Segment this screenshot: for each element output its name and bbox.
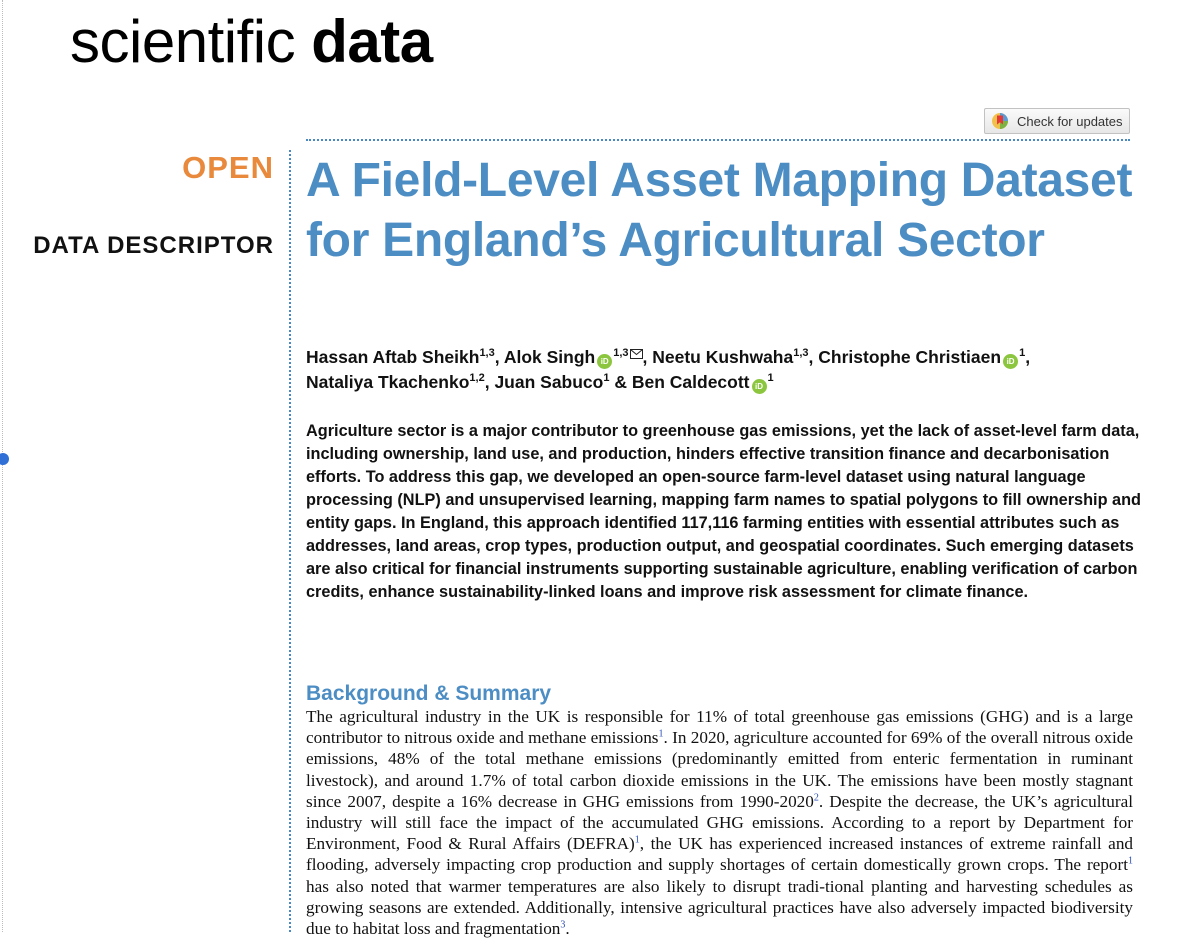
author-affiliation: 1 — [767, 372, 774, 385]
article-title: A Field-Level Asset Mapping Dataset for England’s Agricultural Sector — [306, 154, 1133, 267]
body-text-segment: , the UK has experienced increased instances of extreme rainfall and flooding, adversely impacting crop production and supply shortages of certain domestically grown crops. The report — [306, 834, 1134, 875]
orcid-icon[interactable]: iD — [597, 354, 612, 369]
author-list — [306, 345, 1166, 395]
check-for-updates-label: Check for updates — [1017, 113, 1123, 129]
author-separator: , — [484, 372, 495, 392]
journal-name-bold: data — [311, 8, 433, 75]
author-name[interactable]: Neetu Kushwaha — [652, 347, 794, 367]
header-divider — [306, 139, 1130, 141]
abstract: Agriculture sector is a major contributor to greenhouse gas emissions, yet the lack of asset-level farm data, including ownership, land use, and production, hinders effective transition finance and decarbonisation efforts. To address this gap, we developed an open-source farm-level dataset using natural language processing (NLP) and unsupervised learning, mapping farm names to spatial polygons to fill ownership and entity gaps. In England, this approach identified 117,116 farming entities with essential attributes such as addresses, land areas, crop types, production output, and geospatial coordinates. Such emerging datasets are also critical for financial instruments supporting sustainable agriculture, enabling verification of carbon credits, enhance sustainability-linked loans and improve risk assessment for climate finance. — [306, 422, 1141, 601]
article-type-label: DATA DESCRIPTOR — [33, 232, 274, 259]
crossmark-icon — [991, 112, 1009, 130]
author-affiliation: 1,3 — [479, 347, 495, 360]
author-separator: , — [1025, 347, 1031, 367]
reference-link[interactable]: 2 — [813, 792, 819, 804]
author-separator: , — [808, 347, 819, 367]
journal-name-light: scientific — [70, 8, 296, 75]
section-heading: Background & Summary — [306, 682, 552, 705]
author-separator: , — [494, 347, 504, 367]
reference-link[interactable]: 1 — [658, 728, 664, 740]
orcid-icon[interactable]: iD — [1003, 354, 1018, 369]
journal-logo[interactable] — [70, 4, 433, 80]
email-icon[interactable] — [630, 349, 643, 359]
check-for-updates-button[interactable] — [984, 108, 1130, 134]
body-text-segment: . In 2020, agriculture accounted for 69% of the overall nitrous oxide emissions, 48% of the total methane emissions (predominantly emitted from enteric fermentation in ruminant livestock), and around 1.7% of total carbon dioxide emissions in the UK. The emissions have been mostly stagnant since 2007, despite a 16% decrease in GHG emissions from 1990-2020 — [306, 728, 1133, 811]
author-name[interactable]: Nataliya Tkachenko — [306, 372, 470, 392]
author-name[interactable]: Juan Sabuco — [494, 372, 604, 392]
page-edge — [2, 0, 3, 932]
column-divider — [289, 150, 291, 932]
orcid-icon[interactable]: iD — [752, 379, 767, 394]
body-text-segment: The agricultural industry in the UK is responsible for 11% of total greenhouse gas emissions (GHG) and is a large contributor to nitrous oxide and methane emissions — [306, 707, 1133, 748]
body-text-segment: . Despite the decrease, the UK’s agricultural industry will still face the impact of the accumulated GHG emissions. According to a report by Department for Environment, Food & Rural Affairs (DEFRA) — [306, 791, 1133, 854]
author-name[interactable]: Hassan Aftab Sheikh — [306, 347, 480, 367]
body-text-segment: . — [565, 919, 570, 939]
author-affiliation: 1,2 — [469, 372, 485, 385]
reference-link[interactable]: 1 — [1128, 855, 1133, 867]
author-separator: , — [642, 347, 653, 367]
author-affiliation: 1,3 — [793, 347, 809, 360]
section-body — [306, 706, 1133, 939]
author-name[interactable]: Ben Caldecott — [631, 372, 750, 392]
open-access-label: OPEN — [182, 150, 274, 185]
author-affiliation: 1,3 — [613, 347, 629, 360]
author-affiliation: 1 — [603, 372, 610, 385]
author-affiliation: 1 — [1019, 347, 1026, 360]
author-name[interactable]: Christophe Christiaen — [818, 347, 1002, 367]
author-separator: & — [609, 372, 632, 392]
body-text-segment: has also noted that warmer temperatures are also likely to disrupt tradi-tional planting and harvesting schedules as growing seasons are extended. Additionally, intensive agricultural practices have also adversely impacted biodiversity due to habitat loss and fragmentation — [306, 876, 1133, 939]
reference-link[interactable]: 1 — [634, 834, 640, 846]
author-name[interactable]: Alok Singh — [503, 347, 596, 367]
page-edge-handle[interactable] — [0, 453, 9, 465]
reference-link[interactable]: 3 — [560, 919, 566, 931]
